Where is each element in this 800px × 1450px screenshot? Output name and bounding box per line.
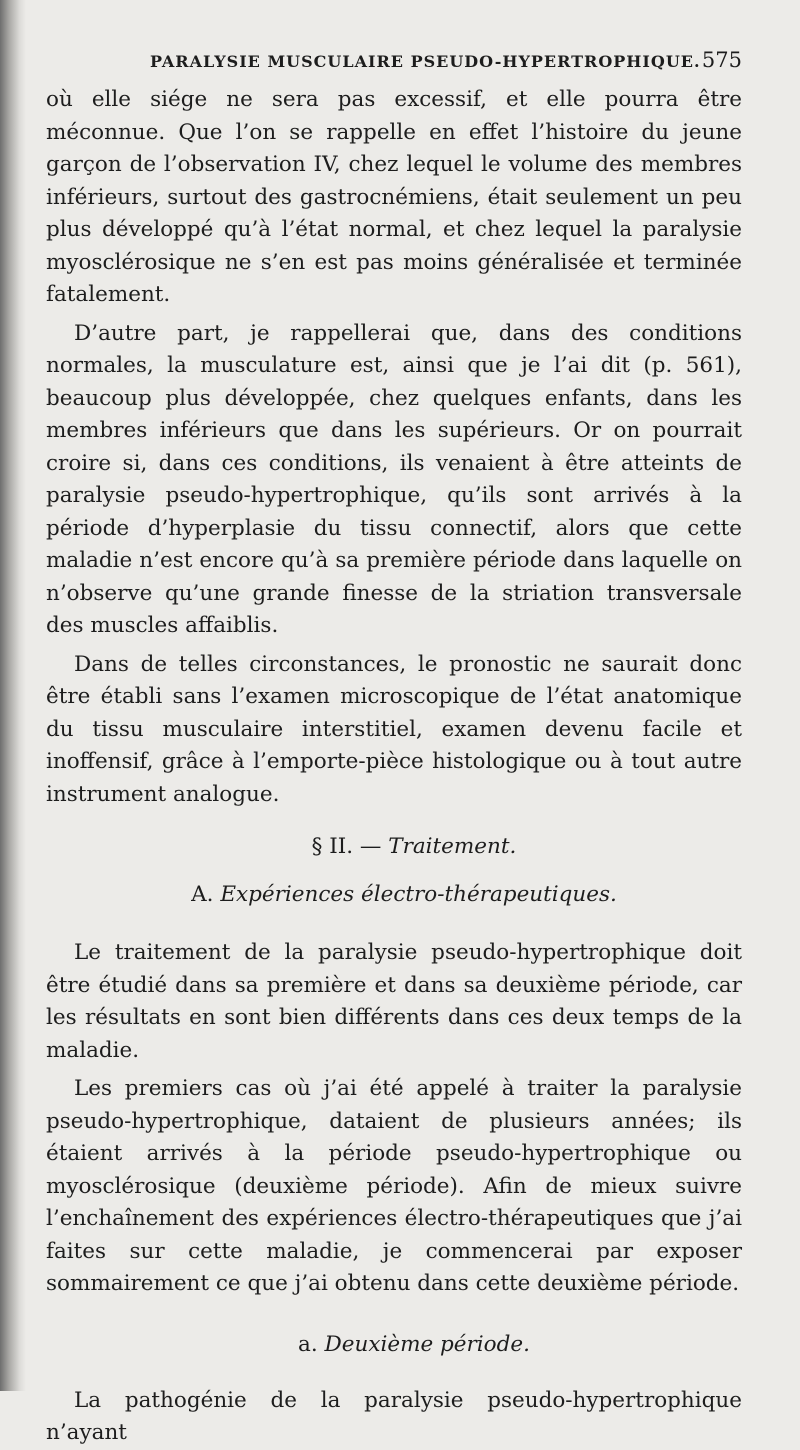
book-binding-shadow: [0, 0, 26, 1391]
subsection-heading: [46, 879, 742, 911]
subsubsection-title: Deuxième période.: [324, 1331, 530, 1357]
paragraph: Les premiers cas où j’ai été appelé à traiter la paralysie pseudo-hypertrophique, dataient de plusieurs années; ils étaient arrivés à la période pseudo-hypertrophique ou myosclérosique (deuxième période). Afin de mieux suivre l’enchaînement des expériences électro-thérapeutiques que j’ai faites sur cette maladie, je commencerai par exposer sommairement ce que j’ai obtenu dans cette deuxième période.: [46, 1076, 742, 1296]
section-number: § II. —: [311, 834, 382, 859]
page-number: 575: [701, 48, 742, 72]
paragraph: Dans de telles circonstances, le pronostic ne saurait donc être établi sans l’examen microscopique de l’état anatomique du tissu musculaire interstitiel, examen devenu facile et inoffensif, grâce à l’emporte-pièce histologique ou à tout autre instrument analogue.: [46, 651, 742, 807]
paragraph: D’autre part, je rappellerai que, dans des conditions normales, la musculature est, ainsi que je l’ai dit (p. 561), beaucoup plus développée, chez quelques enfants, dans les membres inférieurs que dans les supérieurs. Or on pourrait croire si, dans ces conditions, ils venaient à être atteints de paralysie pseudo-hypertrophique, qu’ils sont arrivés à la période d’hyperplasie du tissu connectif, alors que cette maladie n’est encore qu’à sa première période dans laquelle on n’observe qu’une grande finesse de la striation transversale des muscles affaiblis.: [46, 320, 742, 638]
paragraph: La pathogénie de la paralysie pseudo-hypertrophique n’ayant: [46, 1387, 742, 1445]
running-head: [46, 48, 742, 72]
subsubsection-letter: a.: [298, 1331, 318, 1357]
section-heading: [46, 831, 742, 863]
section-title: Traitement.: [388, 834, 517, 859]
paragraph: Le traitement de la paralysie pseudo-hypertrophique doit être étudié dans sa première et dans sa deuxième période, car les résultats en sont bien différents dans ces deux temps de la maladie.: [46, 940, 742, 1063]
subsection-title: Expériences électro-thérapeutiques.: [220, 882, 617, 907]
paragraph: où elle siége ne sera pas excessif, et elle pourra être méconnue. Que l’on se rappelle en effet l’histoire du jeune garçon de l’observation IV, chez lequel le volume des membres inférieurs, surtout des gastrocnémiens, était seulement un peu plus développé qu’à l’état normal, et chez lequel la paralysie myosclérosique ne s’en est pas moins généralisée et terminée fatalement.: [46, 87, 742, 307]
running-title: PARALYSIE MUSCULAIRE PSEUDO-HYPERTROPHIQUE.: [150, 52, 701, 71]
subsubsection-heading: [46, 1329, 742, 1361]
book-page: [46, 48, 742, 1450]
subsection-letter: A.: [191, 882, 214, 907]
